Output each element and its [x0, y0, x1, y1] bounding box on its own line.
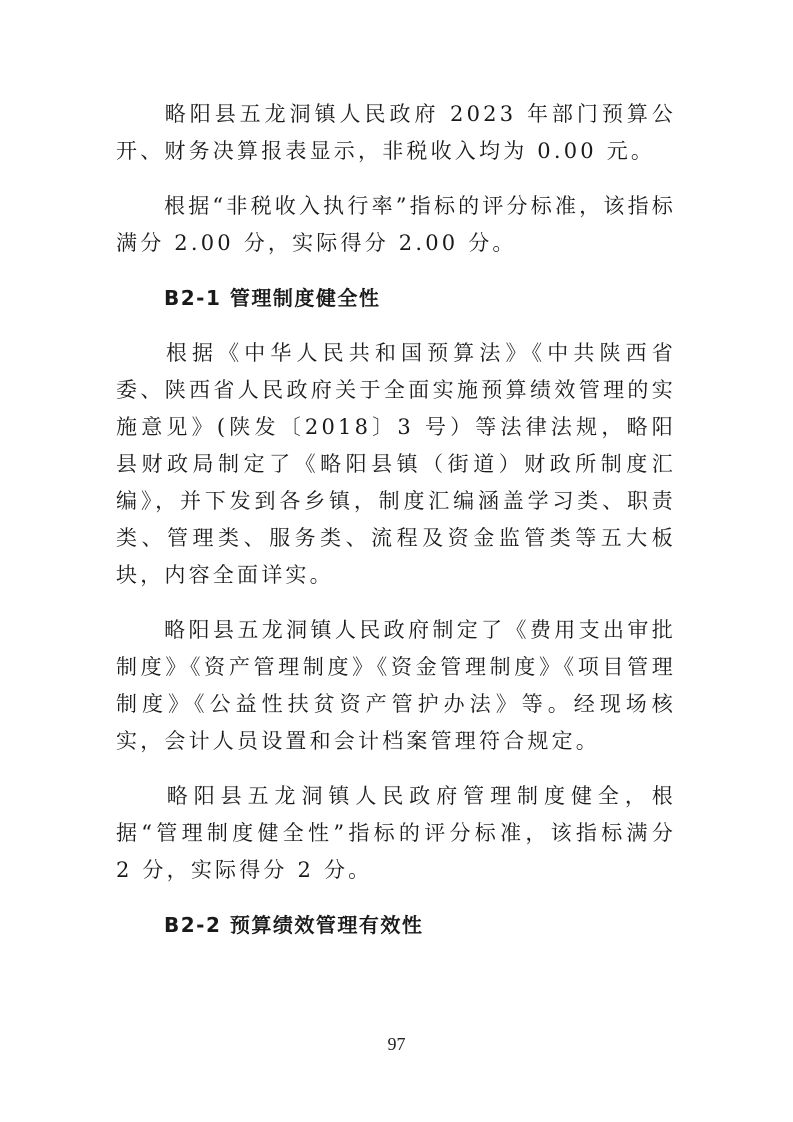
- section-heading-b2-1: B2-1 管理制度健全性: [164, 286, 381, 310]
- document-body: [116, 96, 676, 962]
- section-heading-b2-2: B2-2 预算绩效管理有效性: [164, 913, 424, 937]
- page-number: 97: [387, 1034, 406, 1054]
- paragraph-internal-systems: [116, 612, 676, 760]
- paragraph-text: 略阳县五龙洞镇人民政府管理制度健全，根据“管理制度健全性”指标的评分标准，该指标满分 2 分，实际得分 2 分。: [116, 784, 676, 882]
- paragraph-regulations: [116, 335, 676, 594]
- paragraph-text: 根据“非税收入执行率”指标的评分标准，该指标满分 2.00 分，实际得分 2.00 分。: [116, 194, 676, 255]
- paragraph-nontax-revenue: [116, 96, 676, 170]
- paragraph-management-score: [116, 778, 676, 889]
- paragraph-text: 略阳县五龙洞镇人民政府 2023 年部门预算公开、财务决算报表显示，非税收入均为 0.00 元。: [116, 102, 676, 163]
- paragraph-nontax-score: [116, 188, 676, 262]
- paragraph-text: 略阳县五龙洞镇人民政府制定了《费用支出审批制度》《资产管理制度》《资金管理制度》《项目管理制度》《公益性扶贫资产管护办法》等。经现场核实，会计人员设置和会计档案管理符合规定。: [116, 618, 676, 753]
- paragraph-text: 根据《中华人民共和国预算法》《中共陕西省委、陕西省人民政府关于全面实施预算绩效管理的实施意见》(陕发〔2018〕3 号）等法律法规，略阳县财政局制定了《略阳县镇（街道）财政所制度汇编》，并下发到各乡镇，制度汇编涵盖学习类、职责类、管理类、服务类、流程及资金监管类等五大板块，内容全面详实。: [116, 341, 676, 587]
